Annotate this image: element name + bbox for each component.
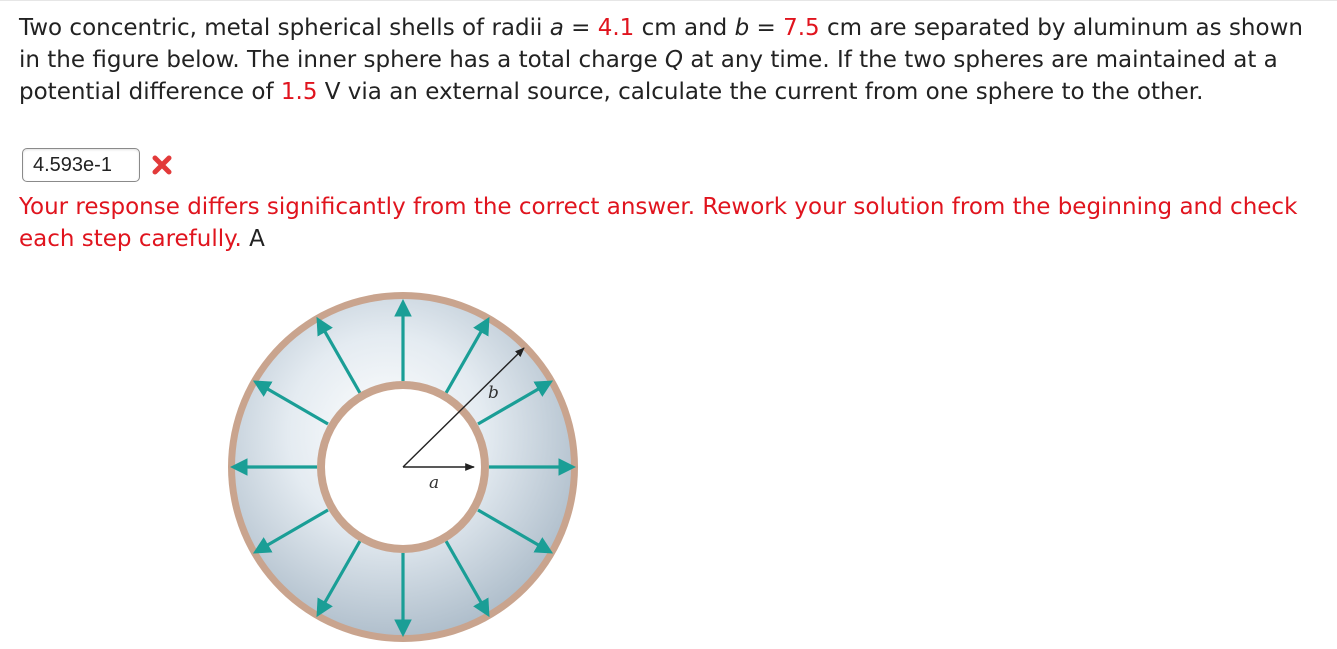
var-a: a xyxy=(549,15,564,41)
red-x-icon xyxy=(150,153,174,177)
answer-input[interactable] xyxy=(22,148,140,182)
value-b: 7.5 xyxy=(783,15,820,41)
feedback-unit: A xyxy=(241,226,265,252)
var-q: Q xyxy=(664,47,684,73)
top-divider xyxy=(0,0,1337,1)
label-a: a xyxy=(429,473,440,493)
feedback-message: Your response differs significantly from the correct answer. Rework your solution from the beginning and check each step carefully. A xyxy=(19,194,1298,252)
question-text: Two concentric, metal spherical shells of radii a = 4.1 cm and b = 7.5 cm are separated by aluminum as shown in the figure below. The inner sphere has a total charge Q at any time. If the two spheres are maintained at a potential difference of 1.5 V via an external source, calculate the current from one sphere to the other. xyxy=(19,15,1303,105)
answer-row xyxy=(22,145,174,185)
label-b: b xyxy=(488,383,499,403)
concentric-shells-figure xyxy=(220,290,592,645)
value-a: 4.1 xyxy=(597,15,635,41)
value-v: 1.5 xyxy=(280,79,318,105)
var-b: b xyxy=(734,15,750,41)
